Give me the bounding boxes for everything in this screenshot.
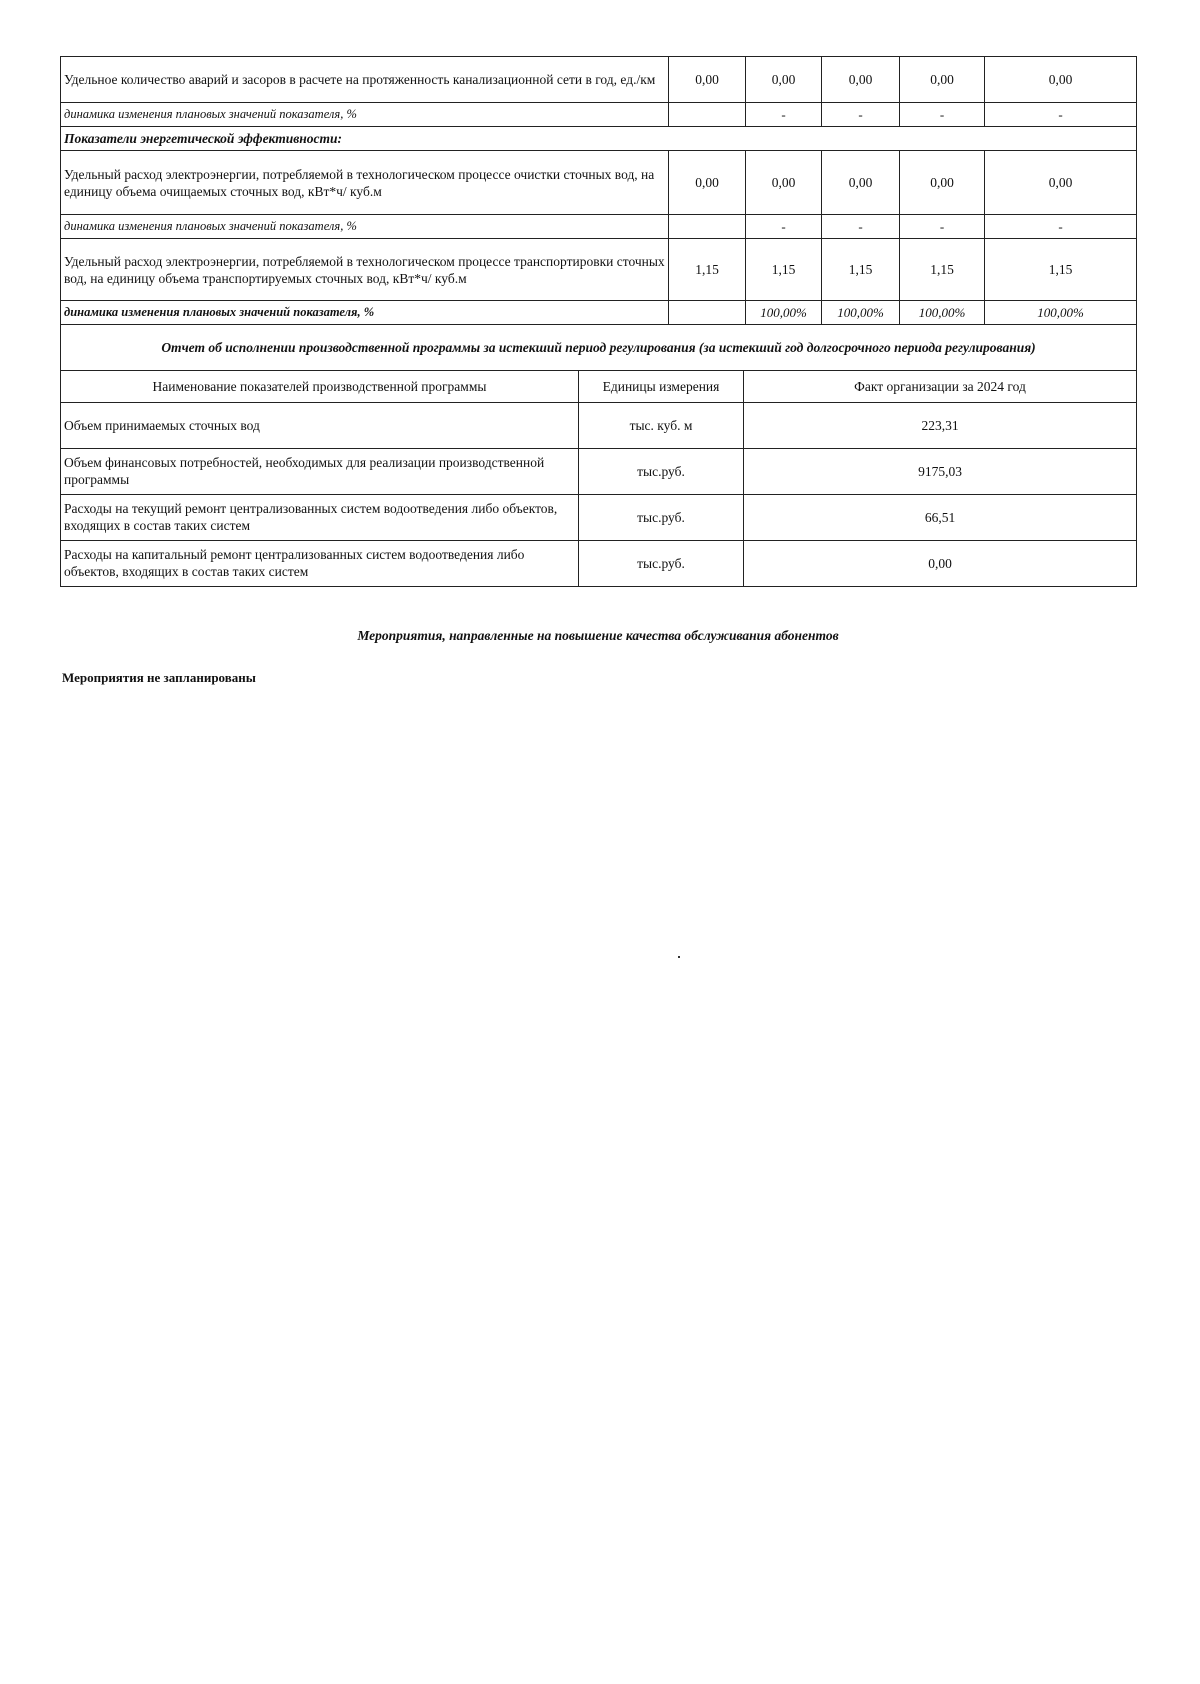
document-page bbox=[60, 56, 1136, 587]
value-cell: 0,00 bbox=[746, 57, 822, 103]
row-label: Удельное количество аварий и засоров в расчете на протяженность канализационной сети в год, ед./км bbox=[61, 57, 669, 103]
indicator-name: Расходы на капитальный ремонт централизованных систем водоотведения либо объектов, входящих в состав таких систем bbox=[61, 540, 579, 586]
value-cell bbox=[669, 103, 746, 127]
fact-cell: 66,51 bbox=[744, 494, 1137, 540]
report-title: Отчет об исполнении производственной программы за истекший период регулирования (за истекший год долгосрочного периода регулирования) bbox=[61, 324, 1137, 370]
value-cell: 100,00% bbox=[746, 301, 822, 325]
table-row bbox=[61, 151, 1137, 215]
report-table bbox=[60, 324, 1137, 587]
measures-note: Мероприятия не запланированы bbox=[62, 670, 256, 685]
table-row bbox=[61, 239, 1137, 301]
scan-speck bbox=[678, 956, 680, 958]
value-cell: 1,15 bbox=[985, 239, 1137, 301]
value-cell: 1,15 bbox=[746, 239, 822, 301]
table-row bbox=[61, 301, 1137, 325]
dynamics-label: динамика изменения плановых значений показателя, % bbox=[61, 103, 669, 127]
column-header: Наименование показателей производственной программы bbox=[61, 370, 579, 402]
value-cell: 0,00 bbox=[669, 57, 746, 103]
value-cell: 0,00 bbox=[900, 57, 985, 103]
value-cell: - bbox=[900, 103, 985, 127]
unit-cell: тыс.руб. bbox=[579, 494, 744, 540]
value-cell: 0,00 bbox=[746, 151, 822, 215]
table-row bbox=[61, 540, 1137, 586]
table-row bbox=[61, 448, 1137, 494]
row-label: Удельный расход электроэнергии, потребляемой в технологическом процессе транспортировки сточных вод, на единицу объема транспортируемых сточных вод, кВт*ч/ куб.м bbox=[61, 239, 669, 301]
value-cell: - bbox=[985, 103, 1137, 127]
fact-cell: 0,00 bbox=[744, 540, 1137, 586]
table-row bbox=[61, 57, 1137, 103]
fact-cell: 223,31 bbox=[744, 402, 1137, 448]
value-cell: 0,00 bbox=[822, 57, 900, 103]
value-cell: - bbox=[822, 215, 900, 239]
value-cell: - bbox=[746, 103, 822, 127]
value-cell: 0,00 bbox=[900, 151, 985, 215]
value-cell: 100,00% bbox=[900, 301, 985, 325]
table-row bbox=[61, 127, 1137, 151]
section-heading: Показатели энергетической эффективности: bbox=[61, 127, 1137, 151]
indicators-table bbox=[60, 56, 1137, 325]
table-header-row bbox=[61, 370, 1137, 402]
unit-cell: тыс. куб. м bbox=[579, 402, 744, 448]
table-row bbox=[61, 324, 1137, 370]
indicator-name: Объем финансовых потребностей, необходимых для реализации производственной программы bbox=[61, 448, 579, 494]
dynamics-label: динамика изменения плановых значений показателя, % bbox=[61, 301, 669, 325]
unit-cell: тыс.руб. bbox=[579, 540, 744, 586]
value-cell: 1,15 bbox=[822, 239, 900, 301]
value-cell: 0,00 bbox=[985, 57, 1137, 103]
measures-title: Мероприятия, направленные на повышение качества обслуживания абонентов bbox=[357, 628, 839, 643]
indicator-name: Расходы на текущий ремонт централизованных систем водоотведения либо объектов, входящих в состав таких систем bbox=[61, 494, 579, 540]
value-cell: 100,00% bbox=[985, 301, 1137, 325]
table-row bbox=[61, 402, 1137, 448]
value-cell: - bbox=[985, 215, 1137, 239]
value-cell bbox=[669, 215, 746, 239]
column-header: Факт организации за 2024 год bbox=[744, 370, 1137, 402]
value-cell: 0,00 bbox=[985, 151, 1137, 215]
dynamics-label: динамика изменения плановых значений показателя, % bbox=[61, 215, 669, 239]
value-cell: 1,15 bbox=[900, 239, 985, 301]
table-row bbox=[61, 494, 1137, 540]
value-cell: - bbox=[900, 215, 985, 239]
value-cell bbox=[669, 301, 746, 325]
value-cell: 0,00 bbox=[669, 151, 746, 215]
value-cell: - bbox=[746, 215, 822, 239]
value-cell: 1,15 bbox=[669, 239, 746, 301]
fact-cell: 9175,03 bbox=[744, 448, 1137, 494]
value-cell: 0,00 bbox=[822, 151, 900, 215]
table-row bbox=[61, 215, 1137, 239]
column-header: Единицы измерения bbox=[579, 370, 744, 402]
value-cell: - bbox=[822, 103, 900, 127]
unit-cell: тыс.руб. bbox=[579, 448, 744, 494]
table-row bbox=[61, 103, 1137, 127]
indicator-name: Объем принимаемых сточных вод bbox=[61, 402, 579, 448]
row-label: Удельный расход электроэнергии, потребляемой в технологическом процессе очистки сточных вод, на единицу объема очищаемых сточных вод, кВт*ч/ куб.м bbox=[61, 151, 669, 215]
value-cell: 100,00% bbox=[822, 301, 900, 325]
